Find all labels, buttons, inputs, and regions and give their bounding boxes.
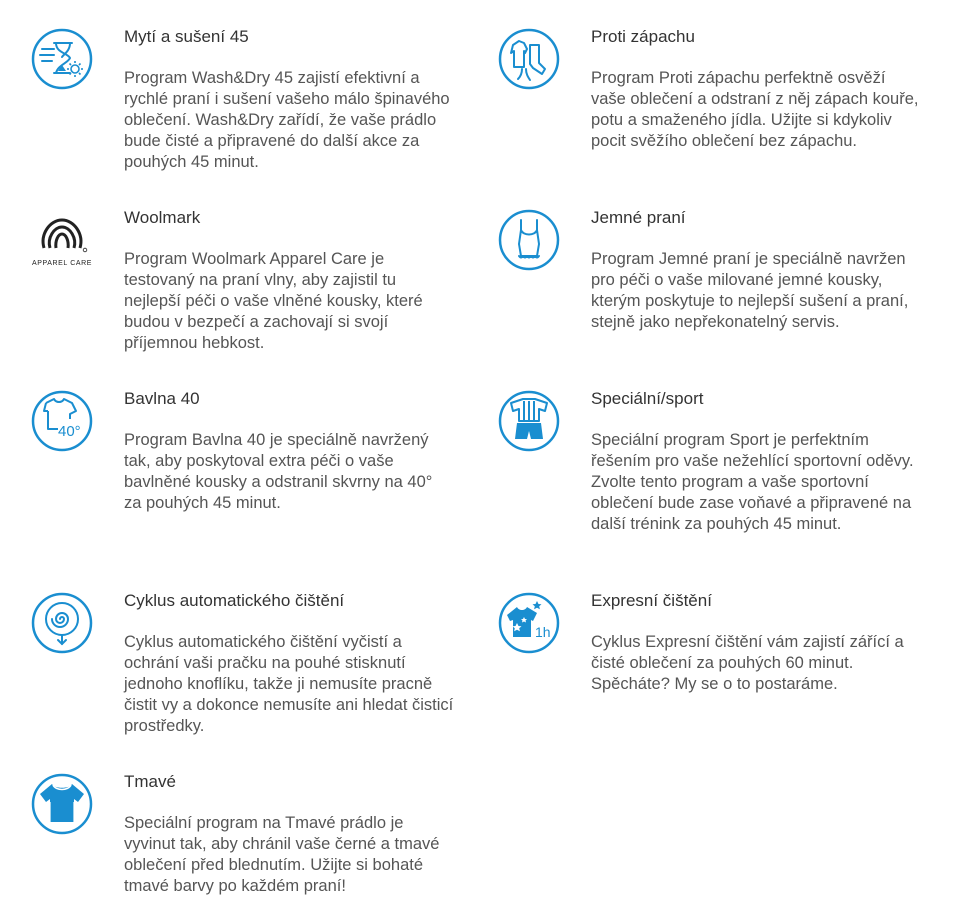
svg-text:1h: 1h	[535, 624, 551, 640]
feature-title: Proti zápachu	[591, 27, 695, 46]
feature-title: Cyklus automatického čištění	[124, 591, 345, 610]
feature-title: Expresní čištění	[591, 591, 712, 610]
feature-description: Speciální program Sport je perfektním řešením pro vaše nežehlící sportovní oděvy. Zvolte tento program a vaše sportovní oblečení bude zase voňavé a připravené na další trénink za pouhých 45 minut.	[591, 431, 914, 533]
woolmark-logo-icon	[30, 208, 94, 272]
express-shirt-1h-icon	[497, 591, 561, 655]
feature-title: Bavlna 40	[124, 389, 200, 408]
drum-clean-icon	[30, 591, 94, 655]
feature-title: Mytí a sušení 45	[124, 27, 249, 46]
feature-description: Cyklus automatického čištění vyčistí a ochrání vaši pračku na pouhé stisknutí jednoho knoflíku, takže ji nemusíte pracně čistit vy a dokonce nemusíte ani hledat čisticí prostředky.	[124, 633, 454, 735]
camisole-icon	[497, 208, 561, 272]
feature-title: Tmavé	[124, 772, 176, 791]
feature-description: Speciální program na Tmavé prádlo je vyvinut tak, aby chránil vaše černé a tmavé oblečení před blednutím. Užijte si bohaté tmavé barvy po každém praní!	[124, 814, 440, 895]
feature-description: Program Jemné praní je speciálně navržen pro péči o vaše milované jemné kousky, kterým poskytuje to nejlepší sušení a praní, stejně jako nepřekonatelný servis.	[591, 250, 909, 331]
woolmark-logo-label: APPAREL CARE	[31, 260, 93, 267]
feature-title: Woolmark	[124, 208, 201, 227]
cotton-40-icon	[30, 389, 94, 453]
dark-tshirt-icon	[30, 772, 94, 836]
feature-title: Speciální/sport	[591, 389, 704, 408]
feature-description: Cyklus Expresní čištění vám zajistí zářící a čisté oblečení za pouhých 60 minut. Spěcháte? My se o to postaráme.	[591, 633, 904, 693]
feature-description: Program Proti zápachu perfektně osvěží vaše oblečení a odstraní z něj zápach kouře, potu a smaženého jídla. Užijte si kdykoliv pocit svěžího oblečení bez zápachu.	[591, 69, 919, 150]
feature-description: Program Woolmark Apparel Care je testovaný na praní vlny, aby zajistil tu nejlepší péči o vaše vlněné kousky, které budou v bezpečí a zachovají si svojí příjemnou hebkost.	[124, 250, 423, 352]
hourglass-sun-icon	[30, 27, 94, 91]
feature-title: Jemné praní	[591, 208, 686, 227]
shirt-sock-icon	[497, 27, 561, 91]
svg-text:40°: 40°	[58, 423, 81, 440]
feature-description: Program Wash&Dry 45 zajistí efektivní a rychlé praní i sušení vašeho málo špinavého oblečení. Wash&Dry zařídí, že vaše prádlo bude čisté a připravené do další akce za pouhých 45 minut.	[124, 69, 450, 171]
feature-description: Program Bavlna 40 je speciálně navržený tak, aby poskytoval extra péči o vaše bavlněné kousky a odstranil skvrny na 40° za pouhých 45 minut.	[124, 431, 433, 512]
sport-jersey-icon	[497, 389, 561, 453]
